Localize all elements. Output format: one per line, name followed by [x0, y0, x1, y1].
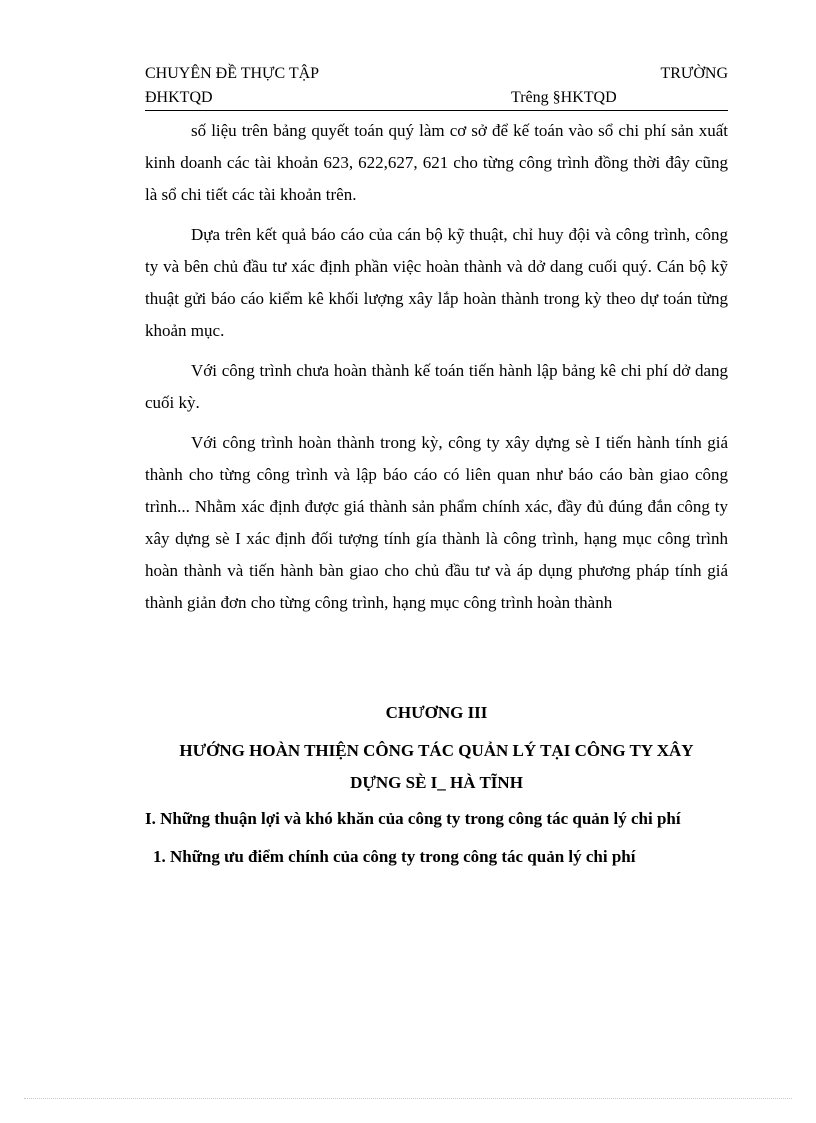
- page-bottom-divider: [24, 1098, 792, 1099]
- chapter-title: [145, 735, 728, 799]
- header-right-top: TRƯỜNG: [660, 65, 728, 82]
- paragraph: Với công trình hoàn thành trong kỳ, công ty xây dựng sè I tiến hành tính giá thành cho từng công trình và lập báo cáo có liên quan như báo cáo bàn giao công trình... Nhằm xác định được giá thành sản phẩm chính xác, đầy đủ đúng đắn công ty xây dựng sè I xác định đối tượng tính gía thành là công trình, hạng mục công trình hoàn thành và tiến hành bàn giao cho chủ đầu tư và áp dụng phương pháp tính giá thành giản đơn cho từng công trình, hạng mục công trình hoàn thành: [145, 433, 728, 612]
- chapter-title-line2: DỰNG SÈ I_ HÀ TĨNH: [350, 773, 523, 792]
- paragraph: số liệu trên bảng quyết toán quý làm cơ sở để kế toán vào sổ chi phí sản xuất kinh doanh các tài khoản 623, 622,627, 621 cho từng công trình đồng thời đây cũng là sổ chi tiết các tài khoản trên.: [145, 121, 728, 204]
- paragraph: Dựa trên kết quả báo cáo của cán bộ kỹ thuật, chỉ huy đội và công trình, công ty và bên chủ đầu tư xác định phần việc hoàn thành và dở dang cuối quý. Cán bộ kỹ thuật gửi báo cáo kiểm kê khối lượng xây lắp hoàn thành trong kỳ theo dự toán từng khoản mục.: [145, 225, 728, 340]
- page-header: [145, 62, 728, 111]
- body-text: [145, 115, 728, 619]
- document-page: [145, 62, 728, 873]
- chapter-title-line1: HƯỚNG HOÀN THIỆN CÔNG TÁC QUẢN LÝ TẠI CÔNG TY XÂY: [179, 741, 694, 760]
- subsection-heading: 1. Những ưu điểm chính của công ty trong công tác quản lý chi phí: [153, 847, 636, 866]
- header-right-bottom: Trêng §HKTQD: [511, 89, 617, 106]
- header-left-bottom: ĐHKTQD: [145, 89, 213, 106]
- header-left-top: CHUYÊN ĐỀ THỰC TẬP: [145, 65, 320, 82]
- paragraph: Với công trình chưa hoàn thành kế toán tiến hành lập bảng kê chi phí dở dang cuối kỳ.: [145, 361, 728, 412]
- chapter-label: CHƯƠNG III: [385, 703, 488, 722]
- section-heading: I. Những thuận lợi và khó khăn của công ty trong công tác quản lý chi phí: [145, 809, 681, 828]
